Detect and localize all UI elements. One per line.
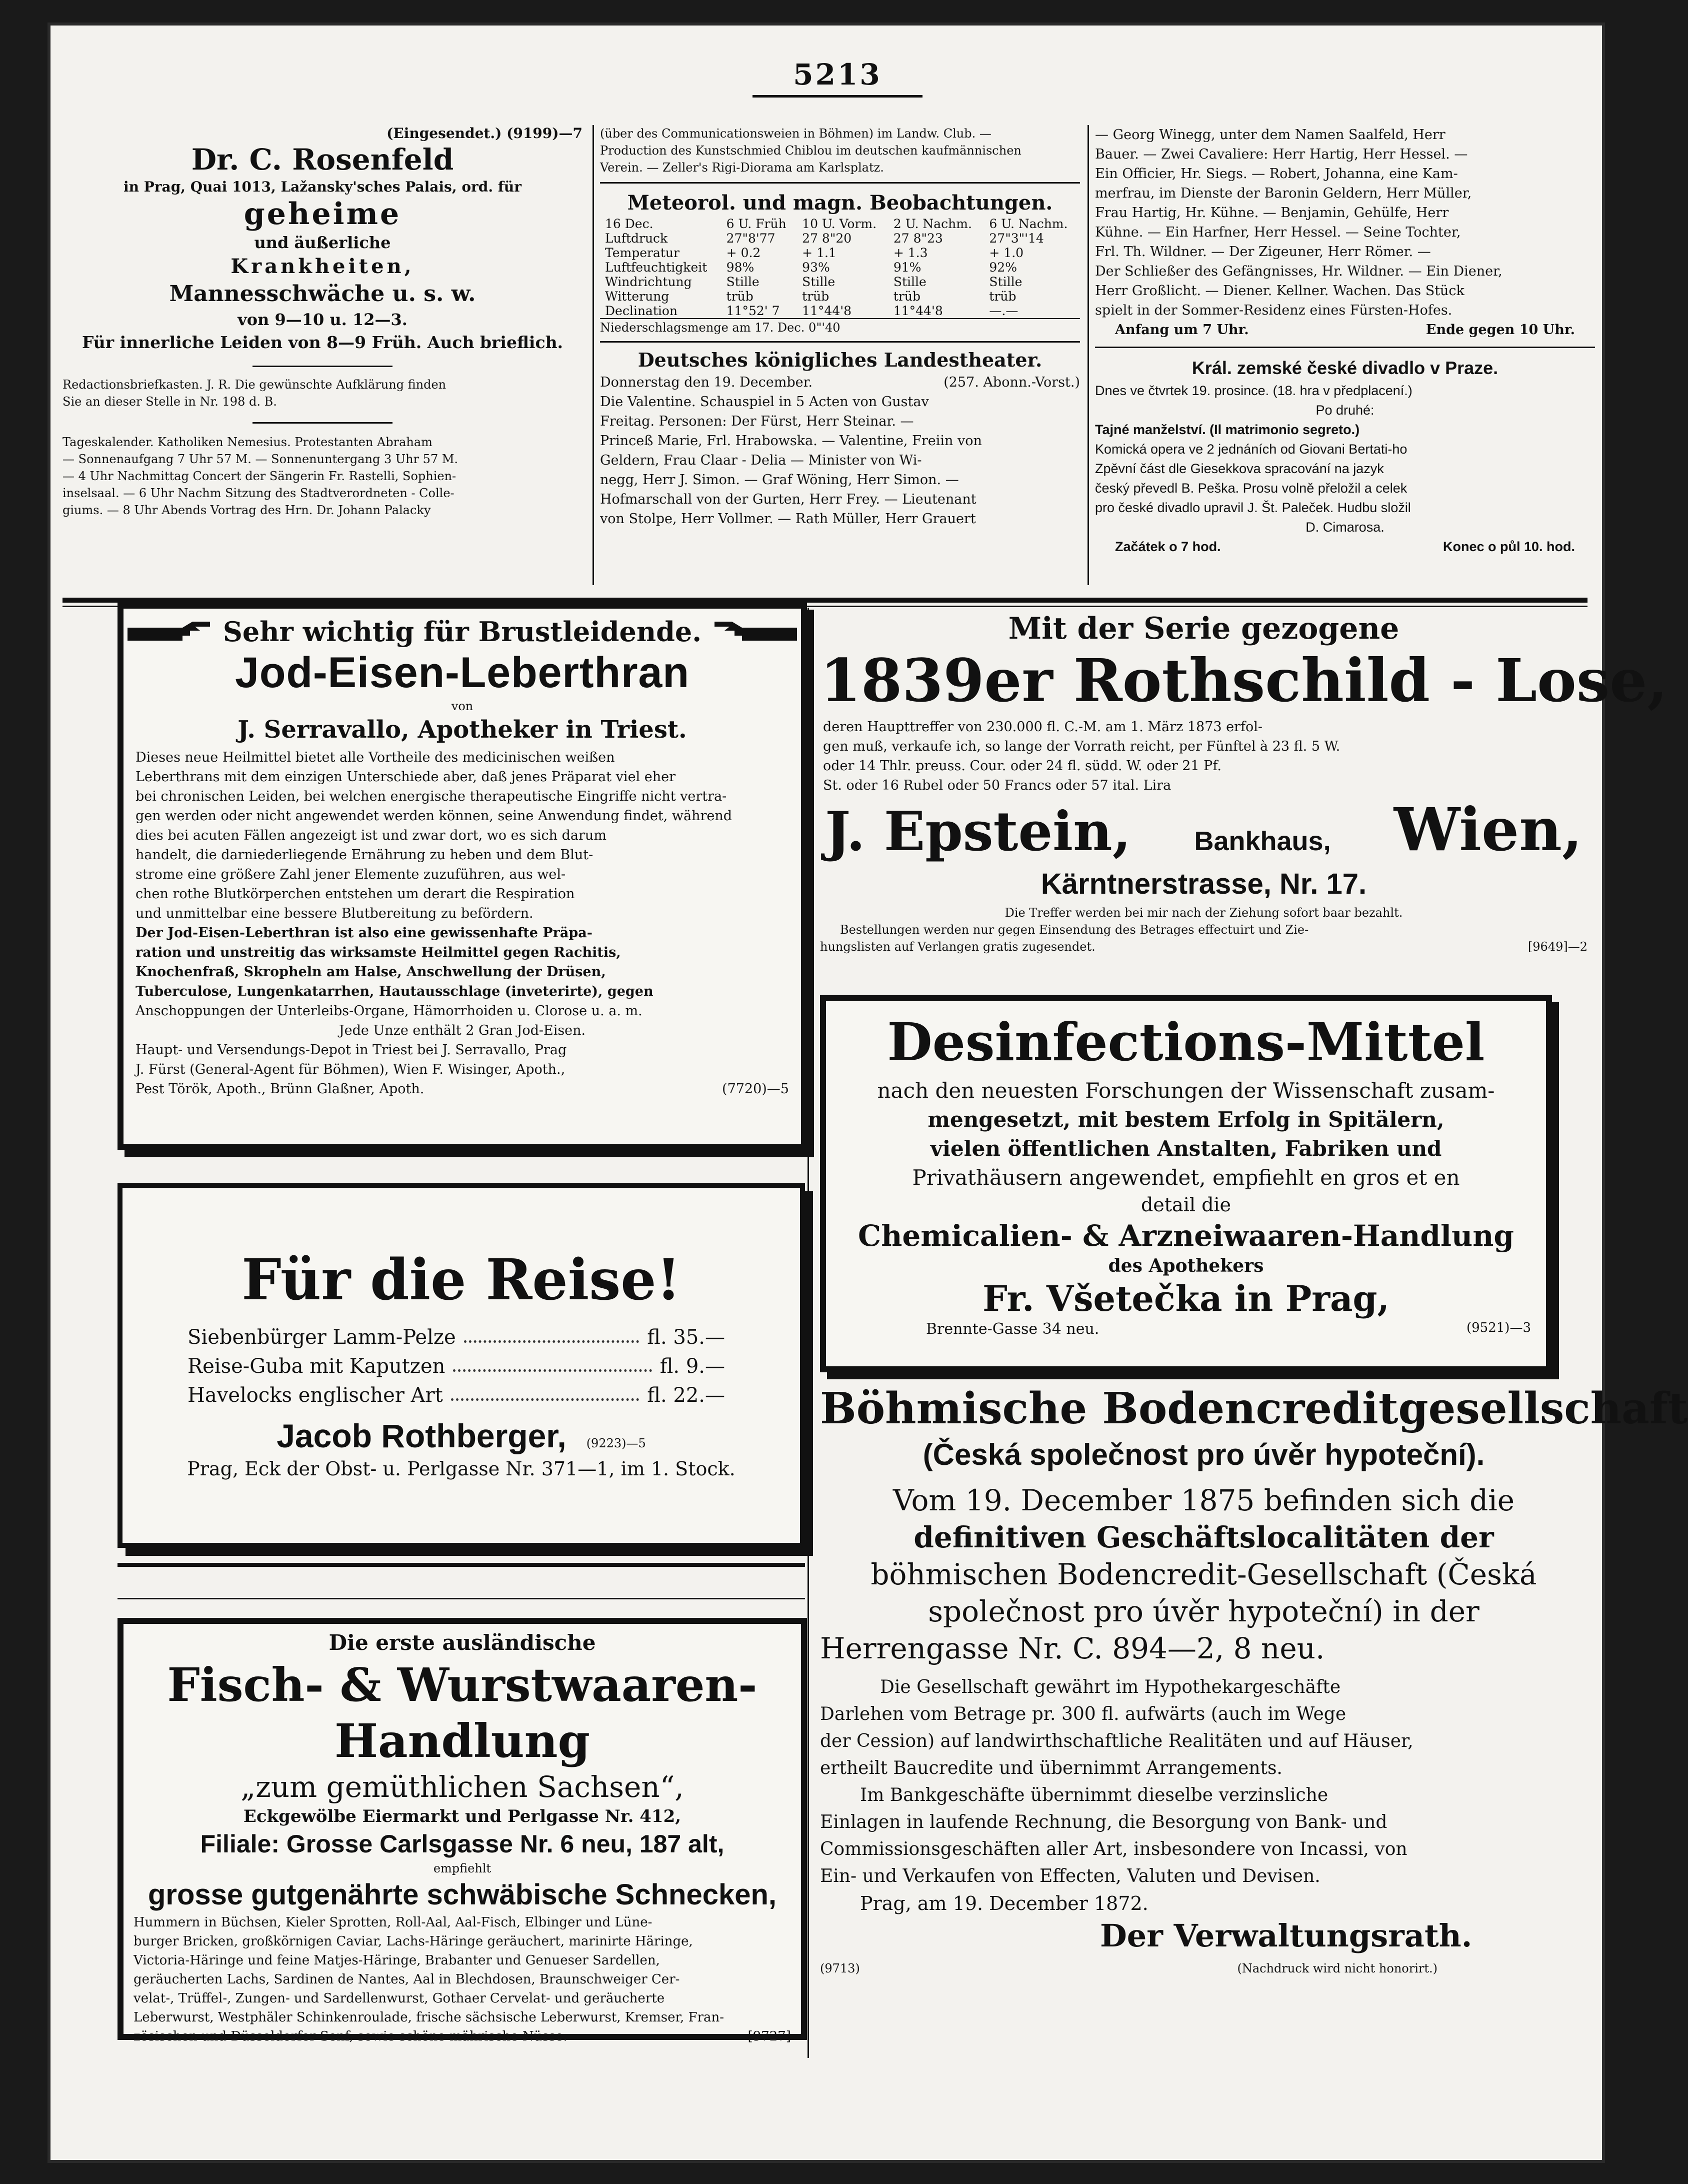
- zacatek: Začátek o 7 hod.: [1115, 539, 1221, 554]
- meteor-cell: 27 8"20: [802, 231, 852, 246]
- bank-lead-line: böhmischen Bodencredit-Gesellschaft (Česká: [870, 1557, 1537, 1591]
- meteor-cell: Stille: [893, 275, 926, 289]
- fisch-body-line: velat-, Trüffel-, Zungen- und Sardellenwurst, Gothaer Cervelat- und geräucherte: [134, 1991, 665, 2006]
- bank-ref: (9713): [820, 1961, 860, 1975]
- meteor-cell: + 1.1: [802, 246, 836, 260]
- ad-reise: [118, 1183, 805, 1548]
- desinf-ref: (9521)—3: [1466, 1320, 1531, 1335]
- anfang: Anfang um 7 Uhr.: [1115, 322, 1249, 338]
- reise-price-list: [122, 1313, 800, 1410]
- theater-line-7: von Stolpe, Herr Vollmer. — Rath Müller, Herr Grauert: [600, 511, 976, 527]
- meteor-cell: Witterung: [605, 289, 670, 304]
- jod-body-line: Knochenfraß, Skropheln am Halse, Anschwellung der Drüsen,: [136, 964, 606, 980]
- leader-dots: [453, 1352, 652, 1372]
- jod-header-row: [124, 616, 801, 648]
- meteor-header-row: [600, 217, 1080, 231]
- cast-line-10: spielt in der Sommer-Residenz eines Fürsten-Hofes.: [1095, 303, 1452, 318]
- reise-item-price: fl. 35.—: [647, 1326, 725, 1349]
- czech-line-3: Tajné manželství. (Il matrimonio segreto.): [1095, 422, 1360, 437]
- ad-aeusserliche: und äußerliche: [254, 233, 391, 252]
- ad-mannesschwaeche: Mannesschwäche u. s. w.: [169, 281, 476, 307]
- doctor-address: in Prag, Quai 1013, Lažansky'sches Palais, ord. für: [124, 179, 522, 195]
- meteor-row: [600, 275, 1080, 289]
- fisch-filiale: Filiale: Grosse Carlsgasse Nr. 6 neu, 187 alt,: [200, 1830, 724, 1858]
- lose-body-line: deren Haupttreffer von 230.000 fl. C.-M. am 1. März 1873 erfol-: [823, 719, 1263, 735]
- bank-lead-line: definitiven Geschäftslocalitäten der: [914, 1520, 1494, 1554]
- lose-firm: J. Epstein,: [825, 800, 1132, 863]
- meteor-cell: Stille: [989, 275, 1022, 289]
- desinf-last-row: [826, 1320, 1546, 1338]
- lose-note-1: Die Treffer werden bei mir nach der Ziehung sofort baar bezahlt.: [1004, 906, 1403, 920]
- czech-line-1: Dnes ve čtvrtek 19. prosince. (18. hra v předplacení.): [1095, 383, 1412, 398]
- divider: [1095, 347, 1595, 348]
- bank-signature: Der Verwaltungsrath.: [1100, 1917, 1472, 1954]
- theater-line-6: Hofmarschall von der Gurten, Herr Frey. — Lieutenant: [600, 492, 976, 507]
- lose-body: [820, 714, 1588, 795]
- bank-body-line: Ein- und Verkaufen von Effecten, Valuten und Devisen.: [820, 1866, 1320, 1886]
- meteor-cell: Luftdruck: [605, 231, 668, 246]
- meteor-table: [600, 217, 1080, 318]
- lose-header: Mit der Serie gezogene: [1008, 611, 1400, 646]
- column-1: [62, 125, 582, 519]
- lose-bankhaus: Bankhaus,: [1194, 826, 1331, 856]
- czech-line-7: pro české divadlo upravil J. Št. Paleček. Hudbu složil: [1095, 500, 1411, 515]
- jod-body-line: Haupt- und Versendungs-Depot in Triest bei J. Serravallo, Prag: [136, 1042, 567, 1058]
- bank-nachdruck: (Nachdruck wird nicht honorirt.): [1237, 1961, 1438, 1975]
- czech-line-8: D. Cimarosa.: [1306, 520, 1384, 535]
- czech-line-5: Zpěvní část dle Giesekkova spracování na jazyk: [1095, 461, 1384, 476]
- briefkasten-line-1: Redactionsbriefkasten. J. R. Die gewünschte Aufklärung finden: [62, 378, 446, 392]
- lose-last-row: [820, 938, 1588, 955]
- lose-note-2: Bestellungen werden nur gegen Einsendung des Betrages effectuirt und Zie-: [840, 923, 1309, 937]
- bank-footer-row: [820, 1955, 1588, 1977]
- cast-line-4: merfrau, im Dienste der Baronin Geldern, Herr Müller,: [1095, 186, 1472, 201]
- desinf-body-line: vielen öffentlichen Anstalten, Fabriken und: [930, 1136, 1442, 1161]
- fisch-schnecken: grosse gutgenährte schwäbische Schnecken,: [148, 1878, 777, 1911]
- bank-body: [820, 1667, 1588, 1890]
- meteor-title: Meteorol. und magn. Beobachtungen.: [627, 191, 1053, 215]
- ad-geheime: geheime: [244, 197, 402, 232]
- bank-lead-line: Vom 19. December 1875 befinden sich die: [892, 1483, 1515, 1517]
- bank-body-line: ertheilt Baucredite und übernimmt Arrangements.: [820, 1758, 1282, 1778]
- fisch-body-line: Hummern in Büchsen, Kieler Sprotten, Roll-Aal, Aal-Fisch, Elbinger und Lüne-: [134, 1915, 652, 1930]
- desinf-owner: Fr. Všetečka in Prag,: [982, 1278, 1390, 1319]
- desinf-body-line: detail die: [1140, 1194, 1232, 1216]
- reise-item-price: fl. 9.—: [660, 1355, 725, 1378]
- cast-line-8: Der Schließer des Gefängnisses, Hr. Wildner. — Ein Diener,: [1095, 264, 1502, 279]
- czech-line-2: Po druhé:: [1316, 403, 1374, 418]
- bank-lead: [820, 1475, 1588, 1667]
- fisch-address: Eckgewölbe Eiermarkt und Perlgasse Nr. 412,: [243, 1806, 682, 1826]
- desinf-des: des Apothekers: [1108, 1255, 1264, 1276]
- theater-line-2: Freitag. Personen: Der Fürst, Herr Steinar. —: [600, 414, 914, 429]
- fisch-body-line: zösischen und Düsseldorfer Senf, sowie schöne mährische Nüsse.: [134, 2029, 568, 2044]
- lose-city: Wien,: [1394, 795, 1582, 864]
- meteor-cell: 11°52' 7: [726, 304, 780, 318]
- meteor-cell: trüb: [893, 289, 920, 304]
- meteor-cell: + 0.2: [726, 246, 761, 260]
- jod-body-line: Der Jod-Eisen-Leberthran ist also eine gewissenhafte Präpa-: [136, 925, 592, 941]
- intro-line-1: (über des Communicationsweien in Böhmen) im Landw. Club. —: [600, 127, 992, 141]
- meteor-header-cell: 2 U. Nachm.: [893, 217, 972, 231]
- reise-item-price: fl. 22.—: [647, 1384, 725, 1407]
- czech-theater-title: Král. zemské české divadlo v Praze.: [1192, 358, 1498, 378]
- theater-abonnement: (257. Abonn.-Vorst.): [944, 375, 1080, 390]
- reise-item-name: Havelocks englischer Art: [188, 1384, 443, 1407]
- cast-line-9: Herr Großlicht. — Diener. Kellner. Wachen. Das Stück: [1095, 283, 1464, 299]
- jod-body-line: Dieses neue Heilmittel bietet alle Vortheile des medicinischen weißen: [136, 750, 615, 765]
- meteor-cell: Temperatur: [605, 246, 680, 260]
- meteor-cell: 27"8'77: [726, 231, 776, 246]
- cast-line-6: Kühne. — Ein Harfner, Herr Hessel. — Seine Tochter,: [1095, 225, 1461, 240]
- reise-firm-row: [122, 1417, 800, 1455]
- meteor-cell: trüb: [989, 289, 1016, 304]
- jod-body-line: ration und unstreitig das wirksamste Heilmittel gegen Rachitis,: [136, 945, 621, 960]
- section-rule: [62, 598, 1588, 603]
- lose-body-line: gen muß, verkaufe ich, so lange der Vorrath reicht, per Fünftel à 23 fl. 5 W.: [823, 739, 1340, 754]
- meteor-cell: 93%: [802, 260, 830, 275]
- meteor-cell: trüb: [726, 289, 754, 304]
- column-rule: [808, 608, 809, 2058]
- pointing-hand-left-icon: [710, 618, 800, 646]
- fisch-ref: [9727]: [748, 2029, 791, 2044]
- divider: [252, 366, 392, 367]
- desinf-body-line: nach den neuesten Forschungen der Wissenschaft zusam-: [877, 1078, 1495, 1103]
- ad-rothschild-lose: [820, 610, 1668, 1000]
- fisch-last-row: [134, 2027, 791, 2046]
- jod-last-row: [136, 1079, 789, 1099]
- pointing-hand-right-icon: [125, 618, 215, 646]
- page-number: 5213: [793, 58, 882, 92]
- ad-krankheiten: Krankheiten,: [230, 255, 414, 278]
- theater-line-3: Princeß Marie, Frl. Hrabowska. — Valentine, Freiin von: [600, 433, 982, 449]
- intro-line-3: Verein. — Zeller's Rigi-Diorama am Karlsplatz.: [600, 161, 884, 175]
- jod-body-line: Jede Unze enthält 2 Gran Jod-Eisen.: [338, 1023, 586, 1038]
- czech-line-6: český převedl B. Peška. Prosu volně přeložil a celek: [1095, 481, 1408, 496]
- fisch-body-line: geräucherten Lachs, Sardinen de Nantes, Aal in Blechdosen, Braunschweiger Cer-: [134, 1972, 680, 1987]
- bank-subtitle: (Česká společnost pro úvěr hypoteční).: [922, 1438, 1485, 1471]
- theater-date-row: [600, 373, 1080, 392]
- meteor-cell: + 1.3: [893, 246, 928, 260]
- newspaper-page: [48, 23, 1688, 2163]
- jod-body-line: Tuberculose, Lungenkatarrhen, Hautausschlage (inveterirte), gegen: [136, 984, 654, 999]
- meteor-header-cell: 6 U. Früh: [726, 217, 786, 231]
- czech-line-4: Komická opera ve 2 jednáních od Giovani Bertati-ho: [1095, 442, 1408, 457]
- fisch-body-line: Leberwurst, Westphäler Schinkenroulade, frische sächsische Leberwurst, Kremser, Fran-: [134, 2010, 724, 2025]
- jod-body-line: gen werden oder nicht angewendet werden können, seine Anwendung findet, während: [136, 808, 732, 824]
- meteor-cell: trüb: [802, 289, 830, 304]
- ende: Ende gegen 10 Uhr.: [1426, 322, 1575, 338]
- meteor-row: [600, 260, 1080, 275]
- desinf-body-line: Privathäusern angewendet, empfiehlt en gros et en: [912, 1165, 1460, 1190]
- jod-body-line: dies bei acuten Fällen angezeigt ist und zwar dort, wo es sich darum: [136, 828, 606, 843]
- meteor-cell: 91%: [893, 260, 922, 275]
- jod-title: Jod-Eisen-Leberthran: [235, 649, 690, 697]
- doctor-name: Dr. C. Rosenfeld: [191, 143, 454, 177]
- tageskalender-line-1: Tageskalender. Katholiken Nemesius. Protestanten Abraham: [62, 435, 432, 449]
- cast-line-1: — Georg Winegg, unter dem Namen Saalfeld, Herr: [1095, 127, 1446, 143]
- meteor-header-cell: 10 U. Vorm.: [802, 217, 877, 231]
- cast-line-7: Frl. Th. Wildner. — Der Zigeuner, Herr Römer. —: [1095, 244, 1431, 260]
- meteor-row: [600, 246, 1080, 260]
- konec: Konec o půl 10. hod.: [1442, 539, 1575, 554]
- meteor-row: [600, 289, 1080, 304]
- fisch-empfiehlt: empfiehlt: [433, 1861, 492, 1875]
- reise-item: [188, 1323, 725, 1352]
- theater-line-5: negg, Herr J. Simon. — Graf Wöning, Herr Simon. —: [600, 472, 959, 488]
- meteor-cell: 11°44'8: [802, 304, 852, 318]
- lose-ref: [9649]—2: [1528, 940, 1588, 954]
- jod-maker: J. Serravallo, Apotheker in Triest.: [238, 716, 687, 744]
- column-rule: [1088, 125, 1089, 585]
- meteor-cell: 11°44'8: [893, 304, 943, 318]
- anfang-ende-row: [1095, 320, 1595, 340]
- fisch-title: Fisch- & Wurstwaaren-Handlung: [167, 1658, 758, 1768]
- meteor-cell: 92%: [989, 260, 1017, 275]
- bank-body-line: Die Gesellschaft gewährt im Hypothekargeschäfte: [880, 1677, 1341, 1697]
- column-2: [600, 125, 1080, 529]
- page-number-underline: [752, 95, 922, 98]
- meteor-cell: —.—: [989, 304, 1018, 318]
- jod-body-line: Leberthrans mit dem einzigen Unterschiede aber, daß jenes Präparat viel eher: [136, 769, 676, 785]
- desinf-body-line: mengesetzt, mit bestem Erfolg in Spitälern,: [928, 1107, 1444, 1132]
- bank-body-line: der Cession) auf landwirthschaftliche Realitäten und auf Häuser,: [820, 1731, 1414, 1751]
- ad-bodencredit: [820, 1383, 1688, 2048]
- ad-desinfections: [820, 995, 1552, 1372]
- divider: [252, 422, 392, 424]
- lose-note-3: hungslisten auf Verlangen gratis zugesendet.: [820, 940, 1096, 954]
- meteor-header-cell: 16 Dec.: [605, 217, 654, 231]
- meteor-cell: Stille: [726, 275, 760, 289]
- meteor-cell: 27"3"'14: [989, 231, 1044, 246]
- jod-header: Sehr wichtig für Brustleidende.: [222, 616, 702, 648]
- intro-line-2: Production des Kunstschmied Chiblou im deutschen kaufmännischen: [600, 144, 1022, 158]
- tageskalender-line-2: — Sonnenaufgang 7 Uhr 57 M. — Sonnenuntergang 3 Uhr 57 M.: [62, 452, 458, 466]
- meteor-cell: 98%: [726, 260, 754, 275]
- theater-date: Donnerstag den 19. December.: [600, 375, 813, 390]
- jod-body-line: Anschoppungen der Unterleibs-Organe, Hämorrhoiden u. Clorose u. a. m.: [136, 1003, 642, 1019]
- ad-fisch: [118, 1618, 807, 2044]
- fisch-header: Die erste ausländische: [328, 1630, 596, 1655]
- desinf-address: Brennte-Gasse 34 neu.: [926, 1320, 1100, 1338]
- bank-lead-line: Herrengasse Nr. C. 894—2, 8 neu.: [820, 1631, 1325, 1665]
- jod-body-line: J. Fürst (General-Agent für Böhmen), Wien F. Wisinger, Apoth.,: [136, 1062, 566, 1077]
- lose-title: 1839er Rothschild - Lose,: [820, 646, 1668, 715]
- bank-body-line: Darlehen vom Betrage pr. 300 fl. aufwärts (auch im Wege: [820, 1704, 1346, 1724]
- ad-hours: von 9—10 u. 12—3.: [238, 310, 408, 329]
- lose-body-line: St. oder 16 Rubel oder 50 Francs oder 57 ital. Lira: [823, 778, 1172, 793]
- fisch-body-line: Victoria-Häringe und feine Matjes-Häringe, Brabanter und Genueser Sardellen,: [134, 1953, 660, 1968]
- divider: [600, 182, 1080, 184]
- bank-body-line: Im Bankgeschäfte übernimmt dieselbe verzinsliche: [860, 1785, 1328, 1805]
- jod-von: von: [451, 699, 474, 713]
- lose-body-line: oder 14 Thlr. preuss. Cour. oder 24 fl. südd. W. oder 21 Pf.: [823, 758, 1222, 774]
- meteor-header-cell: 6 U. Nachm.: [989, 217, 1068, 231]
- reise-item: [188, 1352, 725, 1381]
- meteor-cell: Windrichtung: [605, 275, 692, 289]
- zacatek-konec-row: [1095, 537, 1595, 557]
- meteor-row: [600, 304, 1080, 318]
- bank-body-line: Einlagen in laufende Rechnung, die Besorgung von Bank- und: [820, 1812, 1388, 1832]
- reise-item: [188, 1381, 725, 1410]
- meteor-cell: 27 8"23: [893, 231, 943, 246]
- meteor-cell: Declination: [605, 304, 678, 318]
- reise-ref: (9223)—5: [586, 1436, 646, 1450]
- desinf-handlung: Chemicalien- & Arzneiwaaren-Handlung: [858, 1219, 1514, 1253]
- bank-title: Böhmische Bodencreditgesellschaft: [820, 1383, 1688, 1434]
- leader-dots: [451, 1381, 640, 1401]
- divider: [600, 341, 1080, 343]
- desinf-body: [826, 1073, 1546, 1217]
- column-3: [1095, 125, 1595, 557]
- jod-body-line: bei chronischen Leiden, bei welchen energische therapeutische Eingriffe nicht vertra-: [136, 789, 727, 804]
- fisch-body: [124, 1913, 801, 2046]
- reise-firm: Jacob Rothberger,: [276, 1417, 566, 1454]
- fisch-body-line: burger Bricken, großkörnigen Caviar, Lachs-Häringe geräuchert, marinirte Häringe,: [134, 1934, 693, 1949]
- fisch-name: „zum gemüthlichen Sachsen“,: [240, 1770, 684, 1804]
- meteor-cell: + 1.0: [989, 246, 1024, 260]
- meteor-cell: Luftfeuchtigkeit: [605, 260, 708, 275]
- theater-line-4: Geldern, Frau Claar - Delia — Minister von Wi-: [600, 453, 922, 468]
- theater-line-1: Die Valentine. Schauspiel in 5 Acten von Gustav: [600, 394, 929, 410]
- jod-body-line: und unmittelbar eine bessere Blutbereitung zu befördern.: [136, 906, 534, 921]
- column-rule: [592, 125, 594, 585]
- desinf-title: Desinfections-Mittel: [887, 1011, 1485, 1073]
- lose-firm-row: [820, 795, 1588, 864]
- reise-item-name: Reise-Guba mit Kaputzen: [188, 1355, 446, 1378]
- lose-street: Kärntnerstrasse, Nr. 17.: [1040, 868, 1367, 900]
- ad-internal: Für innerliche Leiden von 8—9 Früh. Auch brieflich.: [82, 333, 564, 352]
- jod-body-line: handelt, die darniederliegende Ernährung zu heben und dem Blut-: [136, 847, 594, 863]
- jod-ref: (7720)—5: [722, 1081, 789, 1097]
- reise-address: Prag, Eck der Obst- u. Perlgasse Nr. 371—1, im 1. Stock.: [187, 1458, 736, 1480]
- leader-dots: [464, 1323, 640, 1343]
- bank-lead-line: společnost pro úvěr hypoteční) in der: [928, 1594, 1480, 1628]
- divider: [118, 1598, 805, 1599]
- cast-line-3: Ein Officier, Hr. Siegs. — Robert, Johanna, eine Kam-: [1095, 166, 1458, 182]
- ad-jod-eisen: [118, 603, 807, 1150]
- cast-line-5: Frau Hartig, Hr. Kühne. — Benjamin, Gehülfe, Herr: [1095, 205, 1449, 221]
- briefkasten-line-2: Sie an dieser Stelle in Nr. 198 d. B.: [62, 395, 277, 409]
- theater-title: Deutsches königliches Landestheater.: [638, 349, 1042, 371]
- meteor-cell: Stille: [802, 275, 836, 289]
- divider: [118, 1563, 805, 1567]
- bank-date: Prag, am 19. December 1872.: [860, 1892, 1148, 1914]
- reise-title: Für die Reise!: [242, 1247, 681, 1313]
- tageskalender-line-5: giums. — 8 Uhr Abends Vortrag des Hrn. Dr. Johann Palacky: [62, 503, 431, 517]
- niederschlag: Niederschlagsmenge am 17. Dec. 0"'40: [600, 318, 1080, 336]
- cast-line-2: Bauer. — Zwei Cavaliere: Herr Hartig, Herr Hessel. —: [1095, 147, 1468, 162]
- jod-body-line: Pest Török, Apoth., Brünn Glaßner, Apoth.: [136, 1081, 424, 1097]
- meteor-row: [600, 231, 1080, 246]
- jod-body: [124, 745, 801, 1099]
- tageskalender-line-3: — 4 Uhr Nachmittag Concert der Sängerin Fr. Rastelli, Sophien-: [62, 469, 456, 483]
- bank-body-line: Commissionsgeschäften aller Art, insbesondere von Incassi, von: [820, 1839, 1408, 1859]
- jod-body-line: strome eine größere Zahl jener Elemente zuzuführen, aus wel-: [136, 867, 566, 882]
- eingesendet-line: (Eingesendet.) (9199)—7: [386, 125, 582, 142]
- tageskalender-line-4: inselsaal. — 6 Uhr Nachm Sitzung des Stadtverordneten - Colle-: [62, 486, 454, 500]
- jod-body-line: chen rothe Blutkörperchen entstehen um derart die Respiration: [136, 886, 575, 902]
- reise-item-name: Siebenbürger Lamm-Pelze: [188, 1326, 456, 1349]
